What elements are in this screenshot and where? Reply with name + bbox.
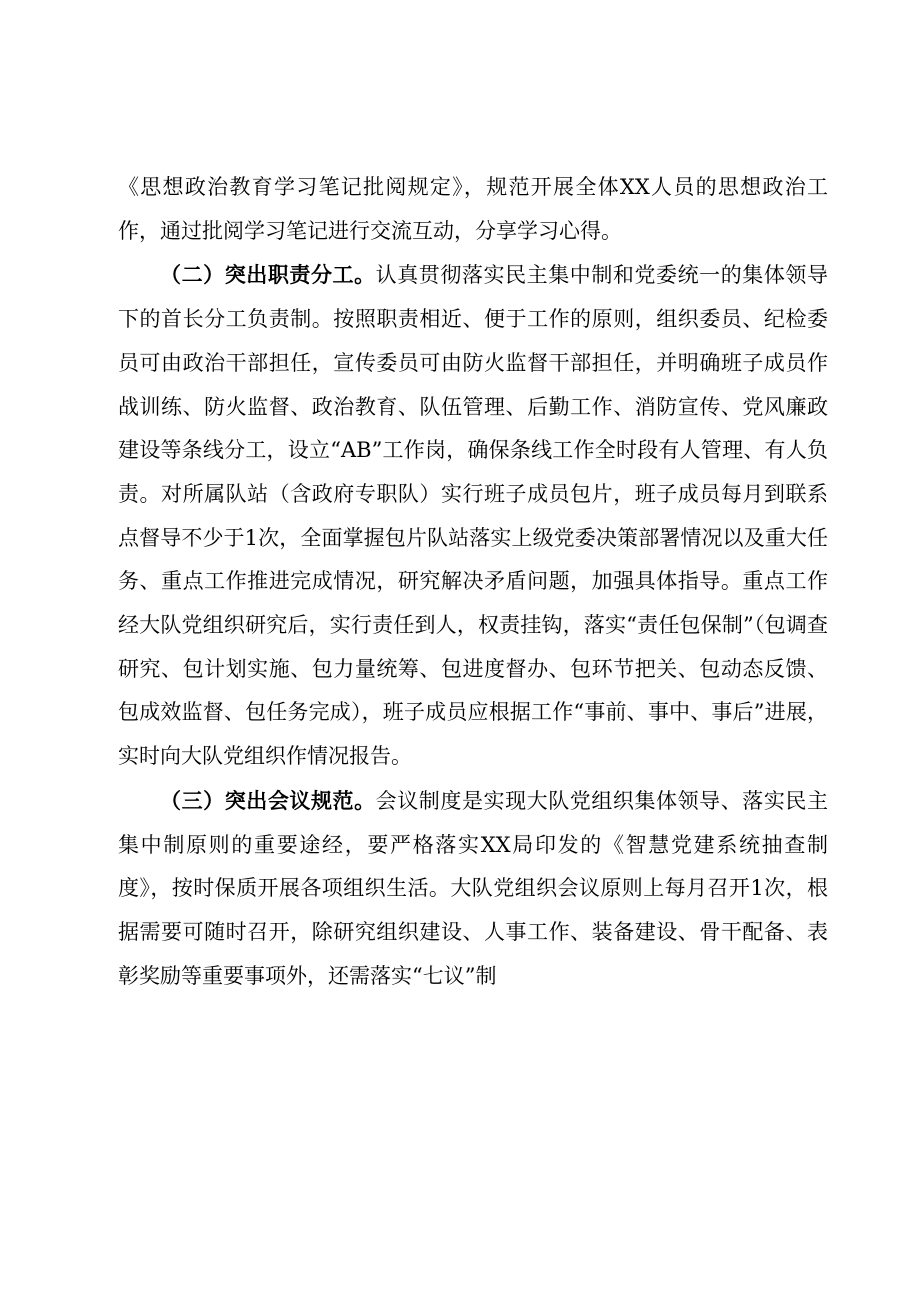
- paragraph-text: 会议制度是实现大队党组织集体领导、落实民主集中制原则的重要途经，要严格落实XX局印发的《智慧党建系统抽查制度》，按时保质开展各项组织生活。大队党组织会议原则上每月召开1次，根据需要可随时召开，除研究组织建设、人事工作、装备建设、骨干配备、表彰奖励等重要事项外，还需落实“七议”制: [118, 788, 829, 988]
- paragraph-meeting-norms: [118, 779, 828, 999]
- document-body: [118, 166, 828, 998]
- paragraph-continuation: [118, 166, 828, 253]
- paragraph-text: 认真贯彻落实民主集中制和党委统一的集体领导下的首长分工负责制。按照职责相近、便于工作的原则，组织委员、纪检委员可由政治干部担任，宣传委员可由防火监督干部担任，并明确班子成员作战训练、防火监督、政治教育、队伍管理、后勤工作、消防宣传、党风廉政建设等条线分工，设立“AB”工作岗，确保条线工作全时段有人管理、有人负责。对所属队站（含政府专职队）实行班子成员包片，班子成员每月到联系点督导不少于1次，全面掌握包片队站落实上级党委决策部署情况以及重大任务、重点工作推进完成情况，研究解决矛盾问题，加强具体指导。重点工作经大队党组织研究后，实行责任到人，权责挂钩，落实“责任包保制”（包调查研究、包计划实施、包力量统筹、包进度督办、包环节把关、包动态反馈、包成效监督、包任务完成），班子成员应根据工作“事前、事中、事后”进展，实时向大队党组织作情况报告。: [118, 263, 829, 769]
- paragraph-text: 《思想政治教育学习笔记批阅规定》，规范开展全体XX人员的思想政治工作，通过批阅学习笔记进行交流互动，分享学习心得。: [118, 175, 828, 243]
- section-heading-meeting-norms: （三）突出会议规范。: [160, 787, 376, 813]
- paragraph-duty-division: [118, 253, 828, 778]
- section-heading-duty-division: （二）突出职责分工。: [160, 262, 376, 288]
